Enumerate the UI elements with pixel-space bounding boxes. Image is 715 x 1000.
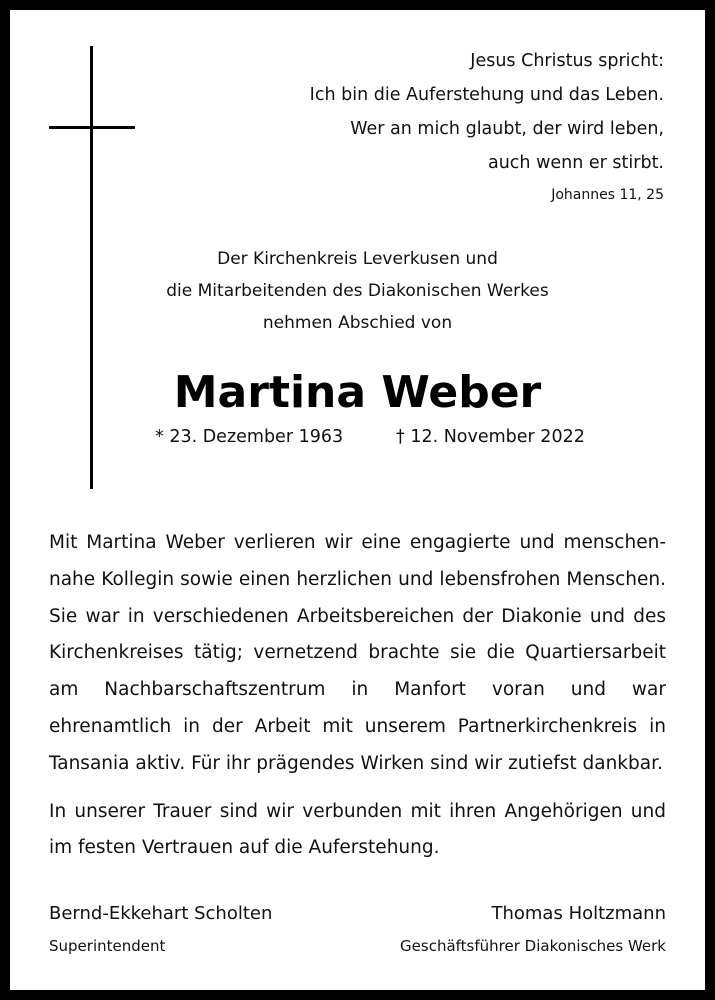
intro-line: die Mitarbeitenden des Diakonischen Werkes	[166, 281, 549, 301]
deceased-name: Martina Weber	[173, 367, 542, 418]
death-date: † 12. November 2022	[396, 427, 585, 447]
signatory-name: Bernd-Ekkehart Scholten	[49, 903, 273, 924]
signatory-role: Superintendent	[49, 937, 166, 955]
signatory-name: Thomas Holtzmann	[491, 903, 666, 924]
quote-reference: Johannes 11, 25	[551, 187, 664, 203]
eulogy-paragraph: In unserer Trauer sind wir verbunden mit ihren Angehörigen und im festen Vertrauen auf die Auferstehung.	[49, 800, 666, 859]
bible-quote	[310, 44, 664, 210]
quote-line: Ich bin die Auferstehung und das Leben.	[309, 85, 664, 105]
eulogy-paragraph: Mit Martina Weber verlieren wir eine engagierte und menschennahe Kollegin sowie einen herzlichen und lebensfrohen Menschen. Sie war in verschiedenen Arbeitsbereichen der Diakonie und des Kirchenkreises tätig; vernetzend brachte sie die Quartiersarbeit am Nachbarschaftszentrum in Manfort voran und war ehrenamtlich in der Arbeit mit unserem Partnerkirchenkreis in Tansania aktiv. Für ihr prägendes Wirken sind wir zutiefst dankbar.	[49, 532, 666, 774]
signatory-role: Geschäftsführer Diakonisches Werk	[400, 937, 666, 955]
intro-text	[10, 243, 705, 339]
cross-horizontal-bar	[49, 126, 135, 129]
quote-line: Jesus Christus spricht:	[470, 51, 664, 71]
intro-line: Der Kirchenkreis Leverkusen und	[217, 249, 498, 269]
birth-date: * 23. Dezember 1963	[155, 427, 344, 447]
eulogy-text	[49, 525, 666, 867]
intro-line: nehmen Abschied von	[262, 313, 453, 333]
quote-line: Wer an mich glaubt, der wird leben,	[350, 119, 664, 139]
quote-line: auch wenn er stirbt.	[487, 153, 664, 173]
